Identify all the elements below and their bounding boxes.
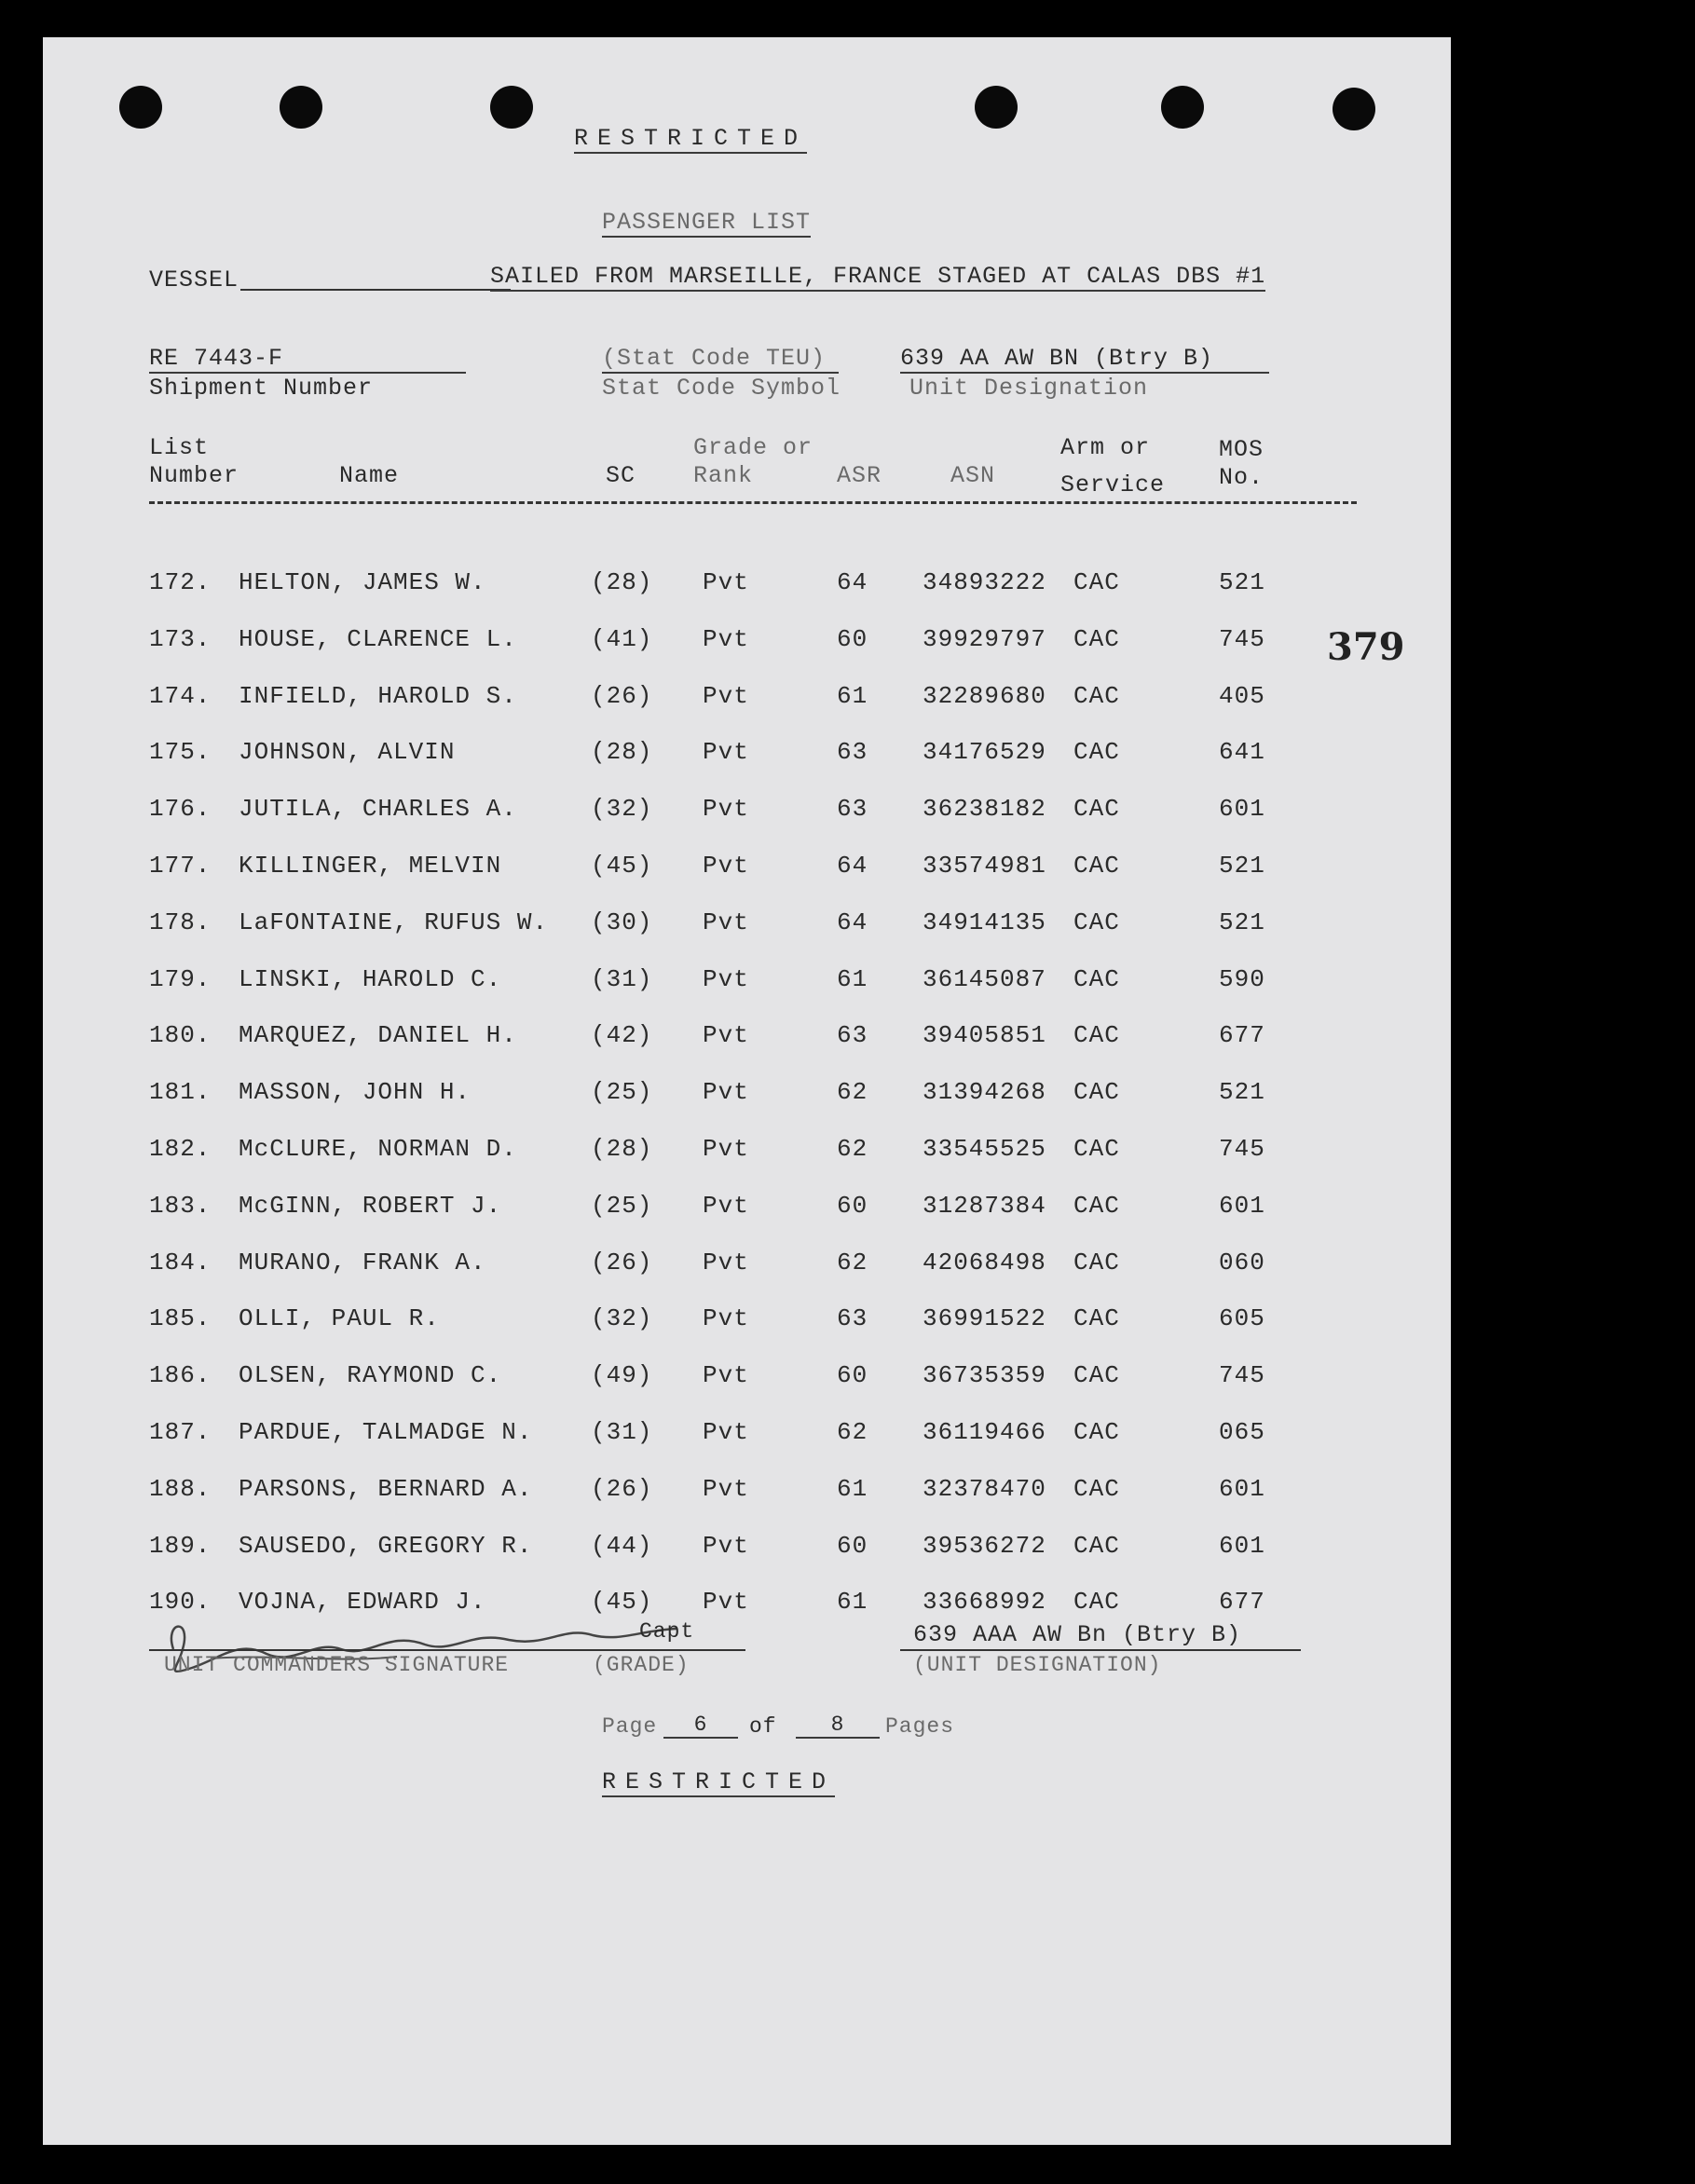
list-number: 182.	[149, 1135, 212, 1163]
header-dashed-rule	[149, 501, 1357, 504]
list-number: 184.	[149, 1248, 212, 1276]
asn-number: 36735359	[923, 1361, 1046, 1390]
page-total: 8	[796, 1713, 880, 1739]
page-current: 6	[663, 1713, 738, 1739]
grade-label: (GRADE)	[593, 1653, 690, 1677]
mos-number: 521	[1219, 568, 1265, 596]
list-number: 173.	[149, 624, 212, 653]
arm-service: CAC	[1073, 1588, 1120, 1617]
asr-score: 62	[837, 1418, 868, 1446]
passenger-name: LINSKI, HAROLD C.	[239, 964, 502, 993]
passenger-name: MARQUEZ, DANIEL H.	[239, 1021, 517, 1050]
asn-number: 33668992	[923, 1588, 1046, 1617]
grade-rank: Pvt	[703, 1248, 749, 1276]
list-number: 176.	[149, 795, 212, 824]
grade-rank: Pvt	[703, 1588, 749, 1617]
table-row	[43, 852, 1451, 889]
table-row	[43, 908, 1451, 946]
asn-number: 39405851	[923, 1021, 1046, 1050]
passenger-name: SAUSEDO, GREGORY R.	[239, 1531, 533, 1560]
grade-rank: Pvt	[703, 681, 749, 710]
grade-rank: Pvt	[703, 908, 749, 936]
signature-line	[149, 1649, 745, 1651]
arm-service: CAC	[1073, 964, 1120, 993]
arm-service: CAC	[1073, 681, 1120, 710]
list-number: 189.	[149, 1531, 212, 1560]
mos-number: 065	[1219, 1418, 1265, 1446]
arm-service: CAC	[1073, 852, 1120, 880]
sc-code: (26)	[591, 1474, 653, 1503]
table-row	[43, 1249, 1451, 1286]
asr-score: 63	[837, 738, 868, 767]
list-number: 172.	[149, 568, 212, 596]
sc-code: (28)	[591, 1135, 653, 1163]
asr-score: 60	[837, 1361, 868, 1390]
asn-number: 36991522	[923, 1304, 1046, 1333]
grade-rank: Pvt	[703, 1304, 749, 1333]
asr-score: 64	[837, 568, 868, 596]
asr-score: 61	[837, 681, 868, 710]
arm-service: CAC	[1073, 624, 1120, 653]
punch-hole	[280, 86, 322, 129]
passenger-name: HOUSE, CLARENCE L.	[239, 624, 517, 653]
asr-score: 61	[837, 964, 868, 993]
page-word: Page	[602, 1714, 658, 1739]
col-asr: ASR	[837, 462, 882, 489]
sc-code: (42)	[591, 1021, 653, 1050]
asn-number: 36119466	[923, 1418, 1046, 1446]
table-row	[43, 1135, 1451, 1172]
passenger-name: JUTILA, CHARLES A.	[239, 795, 517, 824]
table-row	[43, 1304, 1451, 1342]
sc-code: (26)	[591, 1248, 653, 1276]
grade-rank: Pvt	[703, 1135, 749, 1163]
passenger-name: KILLINGER, MELVIN	[239, 852, 502, 880]
arm-service: CAC	[1073, 1474, 1120, 1503]
page-stamp-number: 379	[1327, 625, 1405, 669]
col-mos-1: MOS	[1219, 436, 1264, 463]
list-number: 186.	[149, 1361, 212, 1390]
punch-hole	[490, 86, 533, 129]
unit-designation-line	[900, 1649, 1301, 1651]
sc-code: (45)	[591, 852, 653, 880]
sc-code: (41)	[591, 624, 653, 653]
sc-code: (26)	[591, 681, 653, 710]
document-page	[43, 37, 1451, 2145]
mos-number: 605	[1219, 1304, 1265, 1333]
col-sc: SC	[606, 462, 636, 489]
mos-number: 601	[1219, 1474, 1265, 1503]
asr-score: 63	[837, 1304, 868, 1333]
unit-designation-label: Unit Designation	[909, 375, 1149, 402]
passenger-name: McGINN, ROBERT J.	[239, 1191, 502, 1220]
asr-score: 62	[837, 1248, 868, 1276]
list-number: 190.	[149, 1588, 212, 1617]
grade-rank: Pvt	[703, 1021, 749, 1050]
punch-hole	[1161, 86, 1204, 129]
list-number: 175.	[149, 738, 212, 767]
col-asn: ASN	[950, 462, 996, 489]
arm-service: CAC	[1073, 1531, 1120, 1560]
table-row	[43, 1192, 1451, 1229]
asr-score: 60	[837, 1531, 868, 1560]
asn-number: 39929797	[923, 624, 1046, 653]
arm-service: CAC	[1073, 568, 1120, 596]
arm-service: CAC	[1073, 1418, 1120, 1446]
sc-code: (31)	[591, 964, 653, 993]
passenger-name: INFIELD, HAROLD S.	[239, 681, 517, 710]
grade-rank: Pvt	[703, 1418, 749, 1446]
table-row	[43, 1532, 1451, 1569]
asr-score: 63	[837, 795, 868, 824]
grade-rank: Pvt	[703, 1361, 749, 1390]
passenger-name: HELTON, JAMES W.	[239, 568, 486, 596]
col-arm-2: Service	[1060, 471, 1166, 498]
sc-code: (25)	[591, 1078, 653, 1107]
grade-rank: Pvt	[703, 1531, 749, 1560]
passenger-name: PARSONS, BERNARD A.	[239, 1474, 533, 1503]
sc-code: (28)	[591, 738, 653, 767]
arm-service: CAC	[1073, 1248, 1120, 1276]
mos-number: 405	[1219, 681, 1265, 710]
list-number: 174.	[149, 681, 212, 710]
sailed-from: SAILED FROM MARSEILLE, FRANCE STAGED AT CALAS DBS #1	[490, 263, 1266, 290]
asr-score: 60	[837, 1191, 868, 1220]
asr-score: 61	[837, 1474, 868, 1503]
table-row	[43, 965, 1451, 1003]
footer-unit-label: (UNIT DESIGNATION)	[913, 1653, 1162, 1677]
stat-code: (Stat Code TEU)	[602, 345, 839, 374]
mos-number: 601	[1219, 1191, 1265, 1220]
mos-number: 677	[1219, 1588, 1265, 1617]
grade-value: Capt	[639, 1619, 695, 1644]
asn-number: 42068498	[923, 1248, 1046, 1276]
grade-rank: Pvt	[703, 568, 749, 596]
grade-rank: Pvt	[703, 964, 749, 993]
asn-number: 31287384	[923, 1191, 1046, 1220]
arm-service: CAC	[1073, 738, 1120, 767]
list-number: 188.	[149, 1474, 212, 1503]
asr-score: 64	[837, 852, 868, 880]
list-number: 183.	[149, 1191, 212, 1220]
arm-service: CAC	[1073, 1304, 1120, 1333]
shipment-number-label: Shipment Number	[149, 375, 374, 402]
asn-number: 31394268	[923, 1078, 1046, 1107]
mos-number: 521	[1219, 1078, 1265, 1107]
mos-number: 641	[1219, 738, 1265, 767]
asr-score: 60	[837, 624, 868, 653]
passenger-name: McCLURE, NORMAN D.	[239, 1135, 517, 1163]
punch-hole	[1333, 88, 1375, 130]
vessel-label: VESSEL	[149, 266, 239, 293]
arm-service: CAC	[1073, 1021, 1120, 1050]
table-row	[43, 682, 1451, 719]
sc-code: (44)	[591, 1531, 653, 1560]
grade-rank: Pvt	[703, 1474, 749, 1503]
commander-signature-label: UNIT COMMANDERS SIGNATURE	[164, 1653, 510, 1677]
grade-rank: Pvt	[703, 624, 749, 653]
mos-number: 677	[1219, 1021, 1265, 1050]
grade-rank: Pvt	[703, 1191, 749, 1220]
vessel-blank	[240, 289, 511, 291]
sc-code: (30)	[591, 908, 653, 936]
mos-number: 601	[1219, 1531, 1265, 1560]
sc-code: (49)	[591, 1361, 653, 1390]
sc-code: (25)	[591, 1191, 653, 1220]
pages-word: Pages	[885, 1714, 955, 1739]
arm-service: CAC	[1073, 1361, 1120, 1390]
arm-service: CAC	[1073, 795, 1120, 824]
col-grade-1: Grade or	[693, 434, 813, 461]
stat-code-label: Stat Code Symbol	[602, 375, 841, 402]
asn-number: 36238182	[923, 795, 1046, 824]
col-list-number-1: List	[149, 434, 210, 461]
table-row	[43, 1021, 1451, 1058]
passenger-name: JOHNSON, ALVIN	[239, 738, 456, 767]
col-name: Name	[339, 462, 400, 489]
punch-hole	[119, 86, 162, 129]
sc-code: (31)	[591, 1418, 653, 1446]
shipment-number: RE 7443-F	[149, 345, 466, 374]
passenger-name: MURANO, FRANK A.	[239, 1248, 486, 1276]
arm-service: CAC	[1073, 1191, 1120, 1220]
mos-number: 745	[1219, 1135, 1265, 1163]
passenger-name: OLLI, PAUL R.	[239, 1304, 440, 1333]
asr-score: 61	[837, 1588, 868, 1617]
col-arm-1: Arm or	[1060, 434, 1151, 461]
list-number: 187.	[149, 1418, 212, 1446]
mos-number: 590	[1219, 964, 1265, 993]
mos-number: 521	[1219, 908, 1265, 936]
asn-number: 33574981	[923, 852, 1046, 880]
table-row	[43, 738, 1451, 775]
table-row	[43, 1078, 1451, 1115]
passenger-name: VOJNA, EDWARD J.	[239, 1588, 486, 1617]
unit-designation: 639 AA AW BN (Btry B)	[900, 345, 1269, 374]
asn-number: 34176529	[923, 738, 1046, 767]
footer-unit-designation: 639 AAA AW Bn (Btry B)	[913, 1621, 1242, 1648]
list-number: 180.	[149, 1021, 212, 1050]
asn-number: 32378470	[923, 1474, 1046, 1503]
asr-score: 63	[837, 1021, 868, 1050]
asn-number: 34893222	[923, 568, 1046, 596]
table-row	[43, 1418, 1451, 1455]
asn-number: 36145087	[923, 964, 1046, 993]
passenger-name: MASSON, JOHN H.	[239, 1078, 472, 1107]
sc-code: (28)	[591, 568, 653, 596]
list-number: 177.	[149, 852, 212, 880]
of-word: of	[749, 1714, 777, 1739]
punch-hole	[975, 86, 1018, 129]
list-number: 178.	[149, 908, 212, 936]
restricted-bottom: RESTRICTED	[602, 1768, 836, 1795]
mos-number: 745	[1219, 1361, 1265, 1390]
col-mos-2: No.	[1219, 464, 1264, 491]
grade-rank: Pvt	[703, 852, 749, 880]
asn-number: 39536272	[923, 1531, 1046, 1560]
document-title: PASSENGER LIST	[602, 209, 812, 236]
restricted-top: RESTRICTED	[574, 125, 808, 152]
mos-number: 060	[1219, 1248, 1265, 1276]
asr-score: 64	[837, 908, 868, 936]
passenger-name: PARDUE, TALMADGE N.	[239, 1418, 533, 1446]
table-row	[43, 1361, 1451, 1399]
arm-service: CAC	[1073, 1135, 1120, 1163]
table-row	[43, 568, 1451, 606]
arm-service: CAC	[1073, 1078, 1120, 1107]
asn-number: 34914135	[923, 908, 1046, 936]
passenger-name: OLSEN, RAYMOND C.	[239, 1361, 502, 1390]
mos-number: 521	[1219, 852, 1265, 880]
table-row	[43, 1475, 1451, 1512]
list-number: 181.	[149, 1078, 212, 1107]
asn-number: 32289680	[923, 681, 1046, 710]
grade-rank: Pvt	[703, 1078, 749, 1107]
sc-code: (32)	[591, 795, 653, 824]
mos-number: 601	[1219, 795, 1265, 824]
mos-number: 745	[1219, 624, 1265, 653]
asr-score: 62	[837, 1135, 868, 1163]
sc-code: (45)	[591, 1588, 653, 1617]
asr-score: 62	[837, 1078, 868, 1107]
list-number: 179.	[149, 964, 212, 993]
col-list-number-2: Number	[149, 462, 239, 489]
list-number: 185.	[149, 1304, 212, 1333]
table-row	[43, 795, 1451, 832]
asn-number: 33545525	[923, 1135, 1046, 1163]
passenger-name: LaFONTAINE, RUFUS W.	[239, 908, 549, 936]
arm-service: CAC	[1073, 908, 1120, 936]
col-grade-2: Rank	[693, 462, 754, 489]
table-row	[43, 625, 1451, 662]
grade-rank: Pvt	[703, 738, 749, 767]
grade-rank: Pvt	[703, 795, 749, 824]
sc-code: (32)	[591, 1304, 653, 1333]
